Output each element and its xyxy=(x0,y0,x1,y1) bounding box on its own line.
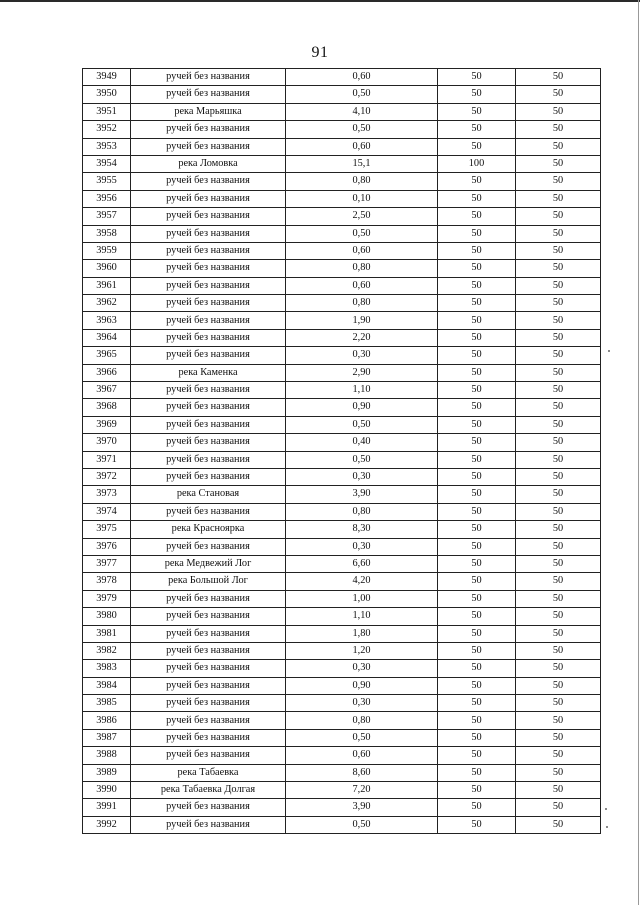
shore-strip-cell: 50 xyxy=(516,521,601,538)
shore-strip-cell: 50 xyxy=(516,364,601,381)
table-row xyxy=(83,173,601,190)
length-cell: 0,30 xyxy=(286,695,438,712)
shore-strip-cell: 50 xyxy=(516,747,601,764)
protection-zone-cell: 50 xyxy=(438,329,516,346)
length-cell: 1,00 xyxy=(286,590,438,607)
table-row xyxy=(83,747,601,764)
table-row xyxy=(83,799,601,816)
page-number: 91 xyxy=(311,44,329,61)
length-cell: 15,1 xyxy=(286,155,438,172)
row-number-cell: 3971 xyxy=(83,451,131,468)
protection-zone-cell: 50 xyxy=(438,312,516,329)
table-row xyxy=(83,277,601,294)
water-body-name-cell: ручей без названия xyxy=(131,416,286,433)
length-cell: 0,80 xyxy=(286,503,438,520)
shore-strip-cell: 50 xyxy=(516,816,601,833)
protection-zone-cell: 50 xyxy=(438,86,516,103)
protection-zone-cell: 50 xyxy=(438,503,516,520)
protection-zone-cell: 50 xyxy=(438,208,516,225)
protection-zone-cell: 50 xyxy=(438,573,516,590)
length-cell: 4,10 xyxy=(286,103,438,120)
water-body-name-cell: ручей без названия xyxy=(131,190,286,207)
length-cell: 1,10 xyxy=(286,382,438,399)
length-cell: 0,30 xyxy=(286,347,438,364)
protection-zone-cell: 50 xyxy=(438,816,516,833)
water-body-name-cell: река Марьяшка xyxy=(131,103,286,120)
scan-speck xyxy=(608,350,610,352)
row-number-cell: 3965 xyxy=(83,347,131,364)
table-row xyxy=(83,608,601,625)
shore-strip-cell: 50 xyxy=(516,347,601,364)
length-cell: 0,80 xyxy=(286,712,438,729)
table-row xyxy=(83,503,601,520)
protection-zone-cell: 50 xyxy=(438,782,516,799)
shore-strip-cell: 50 xyxy=(516,277,601,294)
table-row xyxy=(83,555,601,572)
protection-zone-cell: 50 xyxy=(438,521,516,538)
table-row xyxy=(83,260,601,277)
table-row xyxy=(83,764,601,781)
water-body-name-cell: ручей без названия xyxy=(131,312,286,329)
shore-strip-cell: 50 xyxy=(516,799,601,816)
length-cell: 4,20 xyxy=(286,573,438,590)
protection-zone-cell: 50 xyxy=(438,416,516,433)
row-number-cell: 3974 xyxy=(83,503,131,520)
water-body-name-cell: ручей без названия xyxy=(131,295,286,312)
row-number-cell: 3956 xyxy=(83,190,131,207)
table-row xyxy=(83,103,601,120)
table-row xyxy=(83,573,601,590)
water-body-name-cell: ручей без названия xyxy=(131,451,286,468)
protection-zone-cell: 50 xyxy=(438,295,516,312)
shore-strip-cell: 50 xyxy=(516,660,601,677)
water-bodies-table xyxy=(82,68,601,834)
row-number-cell: 3961 xyxy=(83,277,131,294)
protection-zone-cell: 50 xyxy=(438,712,516,729)
length-cell: 0,10 xyxy=(286,190,438,207)
shore-strip-cell: 50 xyxy=(516,486,601,503)
shore-strip-cell: 50 xyxy=(516,729,601,746)
water-body-name-cell: ручей без названия xyxy=(131,625,286,642)
row-number-cell: 3960 xyxy=(83,260,131,277)
length-cell: 3,90 xyxy=(286,486,438,503)
shore-strip-cell: 50 xyxy=(516,382,601,399)
length-cell: 0,90 xyxy=(286,677,438,694)
water-body-name-cell: ручей без названия xyxy=(131,347,286,364)
table-row xyxy=(83,225,601,242)
protection-zone-cell: 50 xyxy=(438,799,516,816)
shore-strip-cell: 50 xyxy=(516,503,601,520)
row-number-cell: 3967 xyxy=(83,382,131,399)
length-cell: 0,50 xyxy=(286,416,438,433)
length-cell: 8,30 xyxy=(286,521,438,538)
table-row xyxy=(83,782,601,799)
shore-strip-cell: 50 xyxy=(516,138,601,155)
row-number-cell: 3984 xyxy=(83,677,131,694)
shore-strip-cell: 50 xyxy=(516,642,601,659)
row-number-cell: 3973 xyxy=(83,486,131,503)
protection-zone-cell: 50 xyxy=(438,399,516,416)
length-cell: 0,90 xyxy=(286,399,438,416)
table-row xyxy=(83,625,601,642)
protection-zone-cell: 50 xyxy=(438,625,516,642)
shore-strip-cell: 50 xyxy=(516,260,601,277)
length-cell: 1,10 xyxy=(286,608,438,625)
water-body-name-cell: ручей без названия xyxy=(131,434,286,451)
water-body-name-cell: ручей без названия xyxy=(131,747,286,764)
scan-speck xyxy=(605,808,607,810)
row-number-cell: 3953 xyxy=(83,138,131,155)
length-cell: 0,50 xyxy=(286,121,438,138)
shore-strip-cell: 50 xyxy=(516,468,601,485)
table-row xyxy=(83,312,601,329)
row-number-cell: 3950 xyxy=(83,86,131,103)
table-row xyxy=(83,521,601,538)
table-row xyxy=(83,590,601,607)
length-cell: 0,60 xyxy=(286,747,438,764)
table-row xyxy=(83,451,601,468)
row-number-cell: 3962 xyxy=(83,295,131,312)
length-cell: 0,50 xyxy=(286,816,438,833)
water-body-name-cell: ручей без названия xyxy=(131,608,286,625)
table-row xyxy=(83,468,601,485)
water-body-name-cell: ручей без названия xyxy=(131,277,286,294)
water-body-name-cell: ручей без названия xyxy=(131,538,286,555)
protection-zone-cell: 50 xyxy=(438,695,516,712)
row-number-cell: 3982 xyxy=(83,642,131,659)
water-body-name-cell: ручей без названия xyxy=(131,816,286,833)
table-row xyxy=(83,86,601,103)
row-number-cell: 3985 xyxy=(83,695,131,712)
shore-strip-cell: 50 xyxy=(516,538,601,555)
table-row xyxy=(83,538,601,555)
row-number-cell: 3957 xyxy=(83,208,131,225)
row-number-cell: 3988 xyxy=(83,747,131,764)
table-row xyxy=(83,434,601,451)
water-body-name-cell: река Большой Лог xyxy=(131,573,286,590)
water-body-name-cell: ручей без названия xyxy=(131,382,286,399)
protection-zone-cell: 50 xyxy=(438,103,516,120)
table-row xyxy=(83,155,601,172)
table-row xyxy=(83,242,601,259)
table-row xyxy=(83,695,601,712)
row-number-cell: 3986 xyxy=(83,712,131,729)
length-cell: 1,90 xyxy=(286,312,438,329)
protection-zone-cell: 50 xyxy=(438,747,516,764)
length-cell: 1,20 xyxy=(286,642,438,659)
water-body-name-cell: ручей без названия xyxy=(131,503,286,520)
length-cell: 3,90 xyxy=(286,799,438,816)
protection-zone-cell: 50 xyxy=(438,729,516,746)
row-number-cell: 3975 xyxy=(83,521,131,538)
shore-strip-cell: 50 xyxy=(516,155,601,172)
shore-strip-cell: 50 xyxy=(516,434,601,451)
water-body-name-cell: ручей без названия xyxy=(131,69,286,86)
water-body-name-cell: река Красноярка xyxy=(131,521,286,538)
length-cell: 0,60 xyxy=(286,277,438,294)
shore-strip-cell: 50 xyxy=(516,121,601,138)
protection-zone-cell: 50 xyxy=(438,764,516,781)
table-row xyxy=(83,347,601,364)
row-number-cell: 3969 xyxy=(83,416,131,433)
protection-zone-cell: 50 xyxy=(438,364,516,381)
row-number-cell: 3991 xyxy=(83,799,131,816)
row-number-cell: 3955 xyxy=(83,173,131,190)
length-cell: 2,50 xyxy=(286,208,438,225)
table-row xyxy=(83,329,601,346)
length-cell: 0,30 xyxy=(286,468,438,485)
shore-strip-cell: 50 xyxy=(516,712,601,729)
shore-strip-cell: 50 xyxy=(516,242,601,259)
length-cell: 0,30 xyxy=(286,660,438,677)
row-number-cell: 3951 xyxy=(83,103,131,120)
protection-zone-cell: 50 xyxy=(438,538,516,555)
water-body-name-cell: река Каменка xyxy=(131,364,286,381)
table-row xyxy=(83,138,601,155)
water-body-name-cell: река Табаевка Долгая xyxy=(131,782,286,799)
protection-zone-cell: 50 xyxy=(438,468,516,485)
protection-zone-cell: 50 xyxy=(438,225,516,242)
table-row xyxy=(83,660,601,677)
water-body-name-cell: ручей без названия xyxy=(131,399,286,416)
protection-zone-cell: 50 xyxy=(438,173,516,190)
shore-strip-cell: 50 xyxy=(516,190,601,207)
protection-zone-cell: 50 xyxy=(438,608,516,625)
row-number-cell: 3959 xyxy=(83,242,131,259)
length-cell: 0,40 xyxy=(286,434,438,451)
protection-zone-cell: 50 xyxy=(438,347,516,364)
protection-zone-cell: 50 xyxy=(438,121,516,138)
water-body-name-cell: ручей без названия xyxy=(131,138,286,155)
row-number-cell: 3990 xyxy=(83,782,131,799)
protection-zone-cell: 50 xyxy=(438,660,516,677)
shore-strip-cell: 50 xyxy=(516,69,601,86)
row-number-cell: 3992 xyxy=(83,816,131,833)
shore-strip-cell: 50 xyxy=(516,764,601,781)
shore-strip-cell: 50 xyxy=(516,312,601,329)
row-number-cell: 3976 xyxy=(83,538,131,555)
length-cell: 0,80 xyxy=(286,295,438,312)
shore-strip-cell: 50 xyxy=(516,295,601,312)
protection-zone-cell: 50 xyxy=(438,677,516,694)
water-body-name-cell: ручей без названия xyxy=(131,329,286,346)
table-row xyxy=(83,295,601,312)
protection-zone-cell: 50 xyxy=(438,451,516,468)
shore-strip-cell: 50 xyxy=(516,608,601,625)
table-row xyxy=(83,712,601,729)
shore-strip-cell: 50 xyxy=(516,573,601,590)
shore-strip-cell: 50 xyxy=(516,416,601,433)
water-body-name-cell: река Становая xyxy=(131,486,286,503)
shore-strip-cell: 50 xyxy=(516,329,601,346)
length-cell: 2,20 xyxy=(286,329,438,346)
row-number-cell: 3968 xyxy=(83,399,131,416)
table-row xyxy=(83,208,601,225)
protection-zone-cell: 50 xyxy=(438,555,516,572)
shore-strip-cell: 50 xyxy=(516,103,601,120)
length-cell: 0,80 xyxy=(286,260,438,277)
length-cell: 0,80 xyxy=(286,173,438,190)
protection-zone-cell: 50 xyxy=(438,138,516,155)
shore-strip-cell: 50 xyxy=(516,225,601,242)
table-row xyxy=(83,642,601,659)
table-row xyxy=(83,382,601,399)
protection-zone-cell: 50 xyxy=(438,277,516,294)
table-row xyxy=(83,69,601,86)
protection-zone-cell: 50 xyxy=(438,434,516,451)
row-number-cell: 3981 xyxy=(83,625,131,642)
row-number-cell: 3978 xyxy=(83,573,131,590)
water-body-name-cell: ручей без названия xyxy=(131,677,286,694)
protection-zone-cell: 50 xyxy=(438,69,516,86)
length-cell: 0,50 xyxy=(286,86,438,103)
shore-strip-cell: 50 xyxy=(516,173,601,190)
shore-strip-cell: 50 xyxy=(516,782,601,799)
protection-zone-cell: 50 xyxy=(438,590,516,607)
table-row xyxy=(83,364,601,381)
row-number-cell: 3979 xyxy=(83,590,131,607)
length-cell: 7,20 xyxy=(286,782,438,799)
row-number-cell: 3972 xyxy=(83,468,131,485)
shore-strip-cell: 50 xyxy=(516,86,601,103)
table-row xyxy=(83,729,601,746)
row-number-cell: 3983 xyxy=(83,660,131,677)
protection-zone-cell: 50 xyxy=(438,486,516,503)
length-cell: 0,50 xyxy=(286,225,438,242)
table-row xyxy=(83,416,601,433)
shore-strip-cell: 50 xyxy=(516,208,601,225)
length-cell: 0,50 xyxy=(286,451,438,468)
table-row xyxy=(83,677,601,694)
water-body-name-cell: ручей без названия xyxy=(131,799,286,816)
row-number-cell: 3966 xyxy=(83,364,131,381)
row-number-cell: 3989 xyxy=(83,764,131,781)
water-body-name-cell: ручей без названия xyxy=(131,225,286,242)
protection-zone-cell: 50 xyxy=(438,242,516,259)
table-row xyxy=(83,399,601,416)
protection-zone-cell: 100 xyxy=(438,155,516,172)
row-number-cell: 3987 xyxy=(83,729,131,746)
shore-strip-cell: 50 xyxy=(516,590,601,607)
water-body-name-cell: ручей без названия xyxy=(131,121,286,138)
table-row xyxy=(83,486,601,503)
length-cell: 1,80 xyxy=(286,625,438,642)
table-row xyxy=(83,816,601,833)
water-body-name-cell: ручей без названия xyxy=(131,242,286,259)
scan-speck xyxy=(606,826,608,828)
length-cell: 8,60 xyxy=(286,764,438,781)
water-body-name-cell: ручей без названия xyxy=(131,86,286,103)
shore-strip-cell: 50 xyxy=(516,451,601,468)
water-body-name-cell: река Ломовка xyxy=(131,155,286,172)
row-number-cell: 3980 xyxy=(83,608,131,625)
shore-strip-cell: 50 xyxy=(516,555,601,572)
protection-zone-cell: 50 xyxy=(438,190,516,207)
protection-zone-cell: 50 xyxy=(438,260,516,277)
length-cell: 0,50 xyxy=(286,729,438,746)
row-number-cell: 3949 xyxy=(83,69,131,86)
table-row xyxy=(83,190,601,207)
protection-zone-cell: 50 xyxy=(438,382,516,399)
row-number-cell: 3963 xyxy=(83,312,131,329)
table-row xyxy=(83,121,601,138)
water-body-name-cell: ручей без названия xyxy=(131,729,286,746)
row-number-cell: 3964 xyxy=(83,329,131,346)
row-number-cell: 3952 xyxy=(83,121,131,138)
water-body-name-cell: ручей без названия xyxy=(131,173,286,190)
row-number-cell: 3954 xyxy=(83,155,131,172)
water-body-name-cell: ручей без названия xyxy=(131,590,286,607)
shore-strip-cell: 50 xyxy=(516,695,601,712)
length-cell: 6,60 xyxy=(286,555,438,572)
scan-edge-top xyxy=(0,0,640,2)
shore-strip-cell: 50 xyxy=(516,677,601,694)
row-number-cell: 3958 xyxy=(83,225,131,242)
shore-strip-cell: 50 xyxy=(516,625,601,642)
water-body-name-cell: ручей без названия xyxy=(131,468,286,485)
water-body-name-cell: ручей без названия xyxy=(131,260,286,277)
row-number-cell: 3970 xyxy=(83,434,131,451)
shore-strip-cell: 50 xyxy=(516,399,601,416)
length-cell: 0,60 xyxy=(286,138,438,155)
scan-edge-right xyxy=(638,0,639,905)
length-cell: 0,30 xyxy=(286,538,438,555)
table-body xyxy=(83,69,601,834)
water-body-name-cell: река Табаевка xyxy=(131,764,286,781)
row-number-cell: 3977 xyxy=(83,555,131,572)
length-cell: 0,60 xyxy=(286,242,438,259)
water-body-name-cell: ручей без названия xyxy=(131,208,286,225)
water-body-name-cell: ручей без названия xyxy=(131,660,286,677)
length-cell: 0,60 xyxy=(286,69,438,86)
water-body-name-cell: ручей без названия xyxy=(131,712,286,729)
water-body-name-cell: ручей без названия xyxy=(131,642,286,659)
length-cell: 2,90 xyxy=(286,364,438,381)
water-body-name-cell: ручей без названия xyxy=(131,695,286,712)
water-body-name-cell: река Медвежий Лог xyxy=(131,555,286,572)
protection-zone-cell: 50 xyxy=(438,642,516,659)
